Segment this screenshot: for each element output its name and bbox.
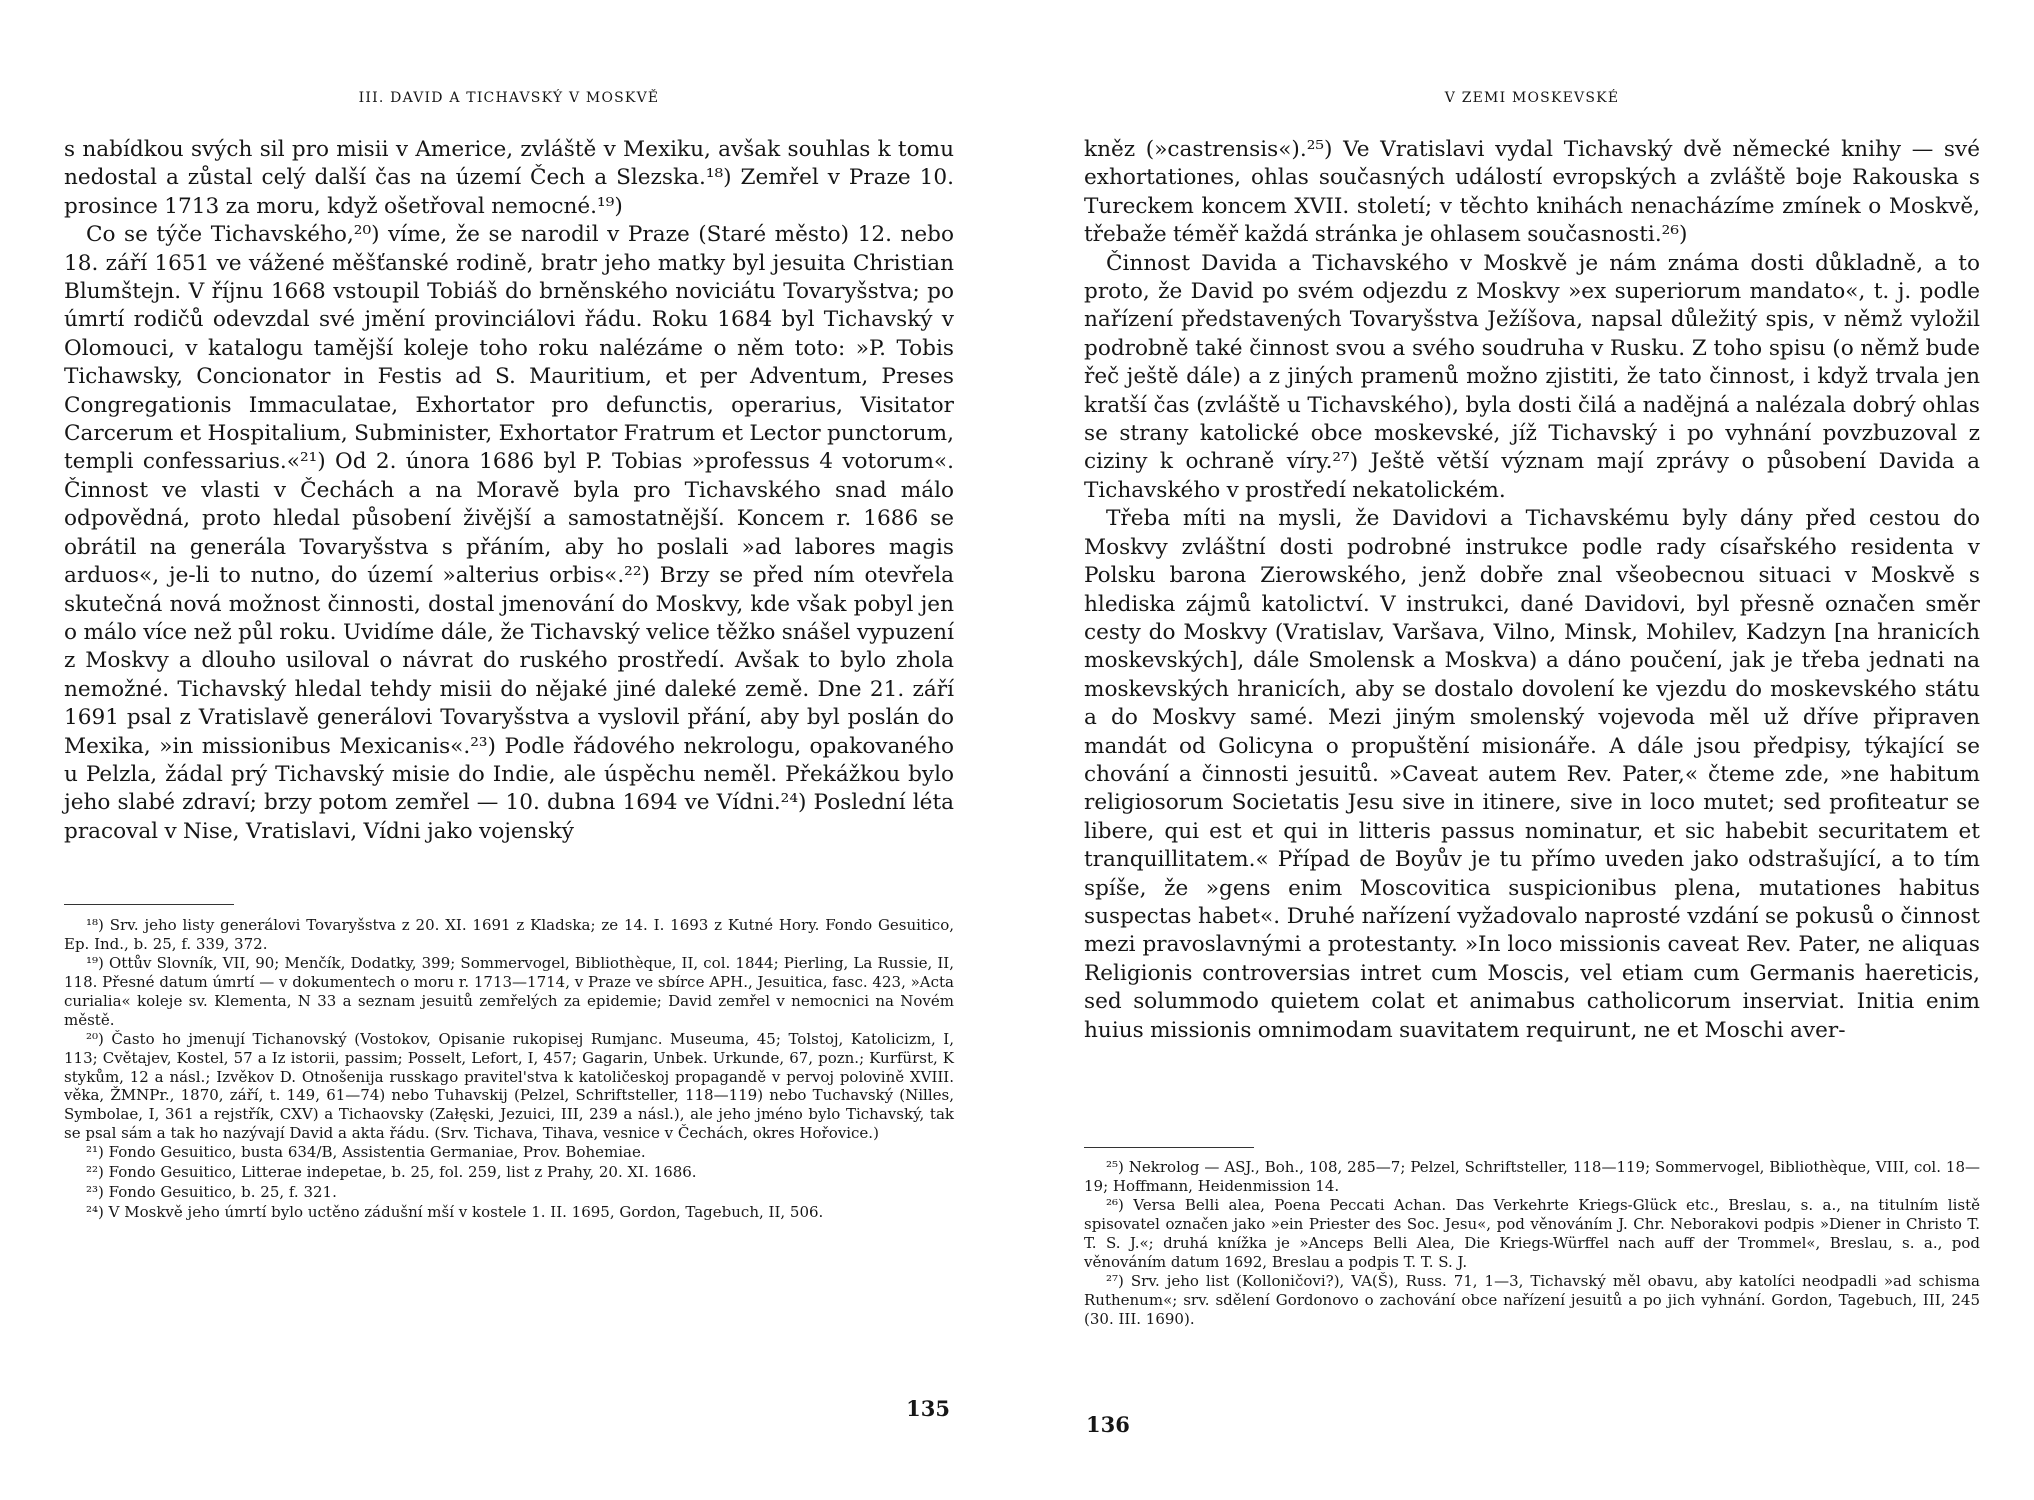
right-footnotes bbox=[1084, 1158, 1980, 1329]
left-paragraph-1: s nabídkou svých sil pro misii v Americe, zvláště v Mexiku, avšak souhlas k tomu nedostal a zůstal celý další čas na území Čech a Slezska.¹⁸) Zemřel v Praze 10. prosince 1713 za moru, když ošetřoval nemocné.¹⁹) bbox=[64, 137, 954, 219]
right-footnote-rule bbox=[1084, 1147, 1254, 1148]
footnote-18: ¹⁸) Srv. jeho listy generálovi Tovaryšstva z 20. XI. 1691 z Kladska; ze 14. I. 1693 z Kutné Hory. Fondo Gesuitico, Ep. Ind., b. 25, f. 339, 372. bbox=[64, 916, 954, 953]
right-paragraph-3: Třeba míti na mysli, že Davidovi a Tichavskému byly dány před cestou do Moskvy zvláštní dosti podrobné instrukce podle rady císařského residenta v Polsku barona Zierowského, jenž dobře znal všeobecnou situaci v Moskvě s hlediska zájmů katolictví. V instrukci, dané Davidovi, byl přesně označen směr cesty do Moskvy (Vratislav, Varšava, Vilno, Minsk, Mohilev, Kadzyn [na hranicích moskevských], dále Smolensk a Moskva) a dáno poučení, jak je třeba jednati na moskevských hranicích, aby se dostalo dovolení ke vjezdu do moskevského státu a do Moskvy samé. Mezi jiným smolenský vojevoda měl už dříve připraven mandát od Golicyna o propuštění misionáře. A dále jsou předpisy, týkající se chování a činnosti jesuitů. »Caveat autem Rev. Pater,« čteme zde, »ne habitum religiosorum Societatis Jesu sive in itinere, sive in loco mutet; sed profiteatur se libere, qui est et qui in litteris passus nominatur, et sic habebit securitatem et tranquillitatem.« Případ de Boyův je tu přímo uveden jako odstrašující, a to tím spíše, že »gens enim Moscovitica suspicionibus plena, mutationes habitus suspectas habet«. Druhé nařízení vyžadovalo naprosté vzdání se pokusů o činnost mezi pravoslavnými a protestanty. »In loco missionis caveat Rev. Pater, ne aliquas Religionis controversias intret cum Moscis, vel etiam cum Germanis haereticis, sed solummodo quietem colat et animabus catholicorum inserviat. Initia enim huius missionis omnimodam suavitatem requirunt, ne et Moschi aver- bbox=[1084, 506, 1980, 1043]
right-paragraph-1: kněz (»castrensis«).²⁵) Ve Vratislavi vydal Tichavský dvě německé knihy — své exhortationes, ohlas současných událostí evropských a zvláště boje Rakouska s Tureckem koncem XVII. století; v těchto knihách nenacházíme zmínek o Moskvě, třebaže téměř každá stránka je ohlasem současnosti.²⁶) bbox=[1084, 137, 1980, 248]
footnote-21: ²¹) Fondo Gesuitico, busta 634/B, Assistentia Germaniae, Prov. Bohemiae. bbox=[86, 1143, 646, 1162]
running-head-left: III. DAVID A TICHAVSKÝ V MOSKVĚ bbox=[358, 90, 660, 106]
footnote-19: ¹⁹) Ottův Slovník, VII, 90; Menčík, Dodatky, 399; Sommervogel, Bibliothèque, II, col. 1844; Pierling, La Russie, II, 118. Přesné datum úmrtí — v dokumentech o moru r. 1713—1714, v Praze ve sbírce APH., Jesuitica, fasc. 423, »Acta curialia« koleje sv. Klementa, N 33 a seznam jesuitů zemřelých za epidemie; David zemřel v nemocnici na Novém městě. bbox=[64, 954, 954, 1029]
left-page bbox=[64, 0, 954, 1500]
right-paragraph-2: Činnost Davida a Tichavského v Moskvě je nám známa dosti důkladně, a to proto, že David po svém odjezdu z Moskvy »ex superiorum mandato«, t. j. podle nařízení představených Tovaryšstva Ježíšova, napsal důležitý spis, v němž vyložil podrobně také činnost svou a svého soudruha v Rusku. Z toho spisu (o němž bude řeč ještě dále) a z jiných pramenů možno zjistiti, že tato činnost, i když trvala jen kratší čas (zvláště u Tichavského), byla dosti čilá a nadějná a nalézala dobrý ohlas se strany katolické obce moskevské, jíž Tichavský i po vyhnání povzbuzoval z ciziny k ochraně víry.²⁷) Ještě větší význam mají zprávy o působení Davida a Tichavského v prostředí nekatolickém. bbox=[1084, 250, 1980, 503]
footnote-23: ²³) Fondo Gesuitico, b. 25, f. 321. bbox=[86, 1182, 337, 1201]
page-number-right: 136 bbox=[1086, 1412, 1130, 1437]
running-head-right: V ZEMI MOSKEVSKÉ bbox=[1444, 90, 1620, 106]
footnote-26: ²⁶) Versa Belli alea, Poena Peccati Achan. Das Verkehrte Kriegs-Glück etc., Breslau, s. a., na titulním listě spisovatel označen jako »ein Priester des Soc. Jesu«, pod věnováním J. Chr. Neborakovi podpis »Diener in Christo T. T. S. J.«; druhá knížka je »Anceps Belli Alea, Die Kriegs-Würffel nach auff der Trommel«, Breslau, s. a., pod věnováním datum 1692, Breslau a podpis T. T. S. J. bbox=[1084, 1196, 1980, 1271]
left-paragraph-2: Co se týče Tichavského,²⁰) víme, že se narodil v Praze (Staré město) 12. nebo 18. září 1651 ve vážené měšťanské rodině, bratr jeho matky byl jesuita Christian Blumštejn. V říjnu 1668 vstoupil Tobiáš do brněnského noviciátu Tovaryšstva; po úmrtí rodičů odevzdal své jmění provinciálovi řádu. Roku 1684 byl Tichavský v Olomouci, v katalogu tamější koleje toho roku nalézáme o něm toto: »P. Tobis Tichawsky, Concionator in Festis ad S. Mauritium, et per Adventum, Preses Congregationis Immaculatae, Exhortator pro defunctis, operarius, Visitator Carcerum et Hospitalium, Subminister, Exhortator Fratrum et Lector punctorum, templi confessarius.«²¹) Od 2. února 1686 byl P. Tobias »professus 4 votorum«. Činnost ve vlasti v Čechách a na Moravě byla pro Tichavského snad málo odpovědná, proto hledal působení živější a samostatnější. Koncem r. 1686 se obrátil na generála Tovaryšstva s přáním, aby ho poslali »ad labores magis arduos«, je-li to nutno, do území »alterius orbis«.²²) Brzy se před ním otevřela skutečná nová možnost činnosti, dostal jmenování do Moskvy, kde však pobyl jen o málo více než půl roku. Uvidíme dále, že Tichavský velice těžko snášel vypuzení z Moskvy a dlouho usiloval o návrat do ruského prostředí. Avšak to bylo zhola nemožné. Tichavský hledal tehdy misii do nějaké jiné daleké země. Dne 21. září 1691 psal z Vratislavě generálovi Tovaryšstva a vyslovil přání, aby byl poslán do Mexika, »in missionibus Mexicanis«.²³) Podle řádového nekrologu, opakovaného u Pelzla, žádal prý Tichavský misie do Indie, ale úspěchu neměl. Překážkou bylo jeho slabé zdraví; brzy potom zemřel — 10. dubna 1694 ve Vídni.²⁴) Poslední léta pracoval v Nise, Vratislavi, Vídni jako vojenský bbox=[64, 222, 954, 844]
footnote-22: ²²) Fondo Gesuitico, Litterae indepetae, b. 25, fol. 259, list z Prahy, 20. XI. 1686. bbox=[86, 1163, 697, 1182]
footnote-25: ²⁵) Nekrolog — ASJ., Boh., 108, 285—7; Pelzel, Schriftsteller, 118—119; Sommervogel, Bibliothèque, VIII, col. 18—19; Hoffmann, Heidenmission 14. bbox=[1084, 1158, 1980, 1195]
footnote-20: ²⁰) Často ho jmenují Tichanovský (Vostokov, Opisanie rukopisej Rumjanc. Museuma, 45; Tolstoj, Katolicizm, I, 113; Cvětajev, Kostel, 57 a Iz istorii, passim; Posselt, Lefort, I, 457; Gagarin, Unbek. Urkunde, 67, pozn.; Kurfürst, K stykům, 12 a násl.; Izvěkov D. Otnošenija russkago pravitel'stva k katoličeskoj propagandě v pervoj polovině XVIII. věka, ŽMNPr., 1870, září, t. 149, 61—74) nebo Tuhavskij (Pelzel, Schriftsteller, 118—119) nebo Tuchavský (Nilles, Symbolae, I, 361 a rejstřík, CXV) a Tichaovsky (Załęski, Jezuici, III, 239 a násl.), ale jeho jméno bylo Tichavský, tak se psal sám a tak ho nazývají David a akta řádu. (Srv. Tichava, Tihava, vesnice v Čechách, okres Hořovice.) bbox=[64, 1030, 954, 1142]
page-number-left: 135 bbox=[906, 1396, 950, 1421]
left-footnotes bbox=[64, 916, 954, 1222]
left-footnote-rule bbox=[64, 904, 234, 905]
footnote-24: ²⁴) V Moskvě jeho úmrtí bylo uctěno zádušní mší v kostele 1. II. 1695, Gordon, Tagebuch, II, 506. bbox=[86, 1202, 824, 1221]
right-body-text bbox=[1084, 136, 1980, 1045]
left-body-text bbox=[64, 136, 954, 846]
right-page bbox=[1084, 0, 1980, 1500]
footnote-27: ²⁷) Srv. jeho list (Kolloničovi?), VA(Š), Russ. 71, 1—3, Tichavský měl obavu, aby katolíci neodpadli »ad schisma Ruthenum«; srv. sdělení Gordonovo o zachování obce nařízení jesuitů a po jich vyhnání. Gordon, Tagebuch, III, 245 (30. III. 1690). bbox=[1084, 1272, 1980, 1328]
